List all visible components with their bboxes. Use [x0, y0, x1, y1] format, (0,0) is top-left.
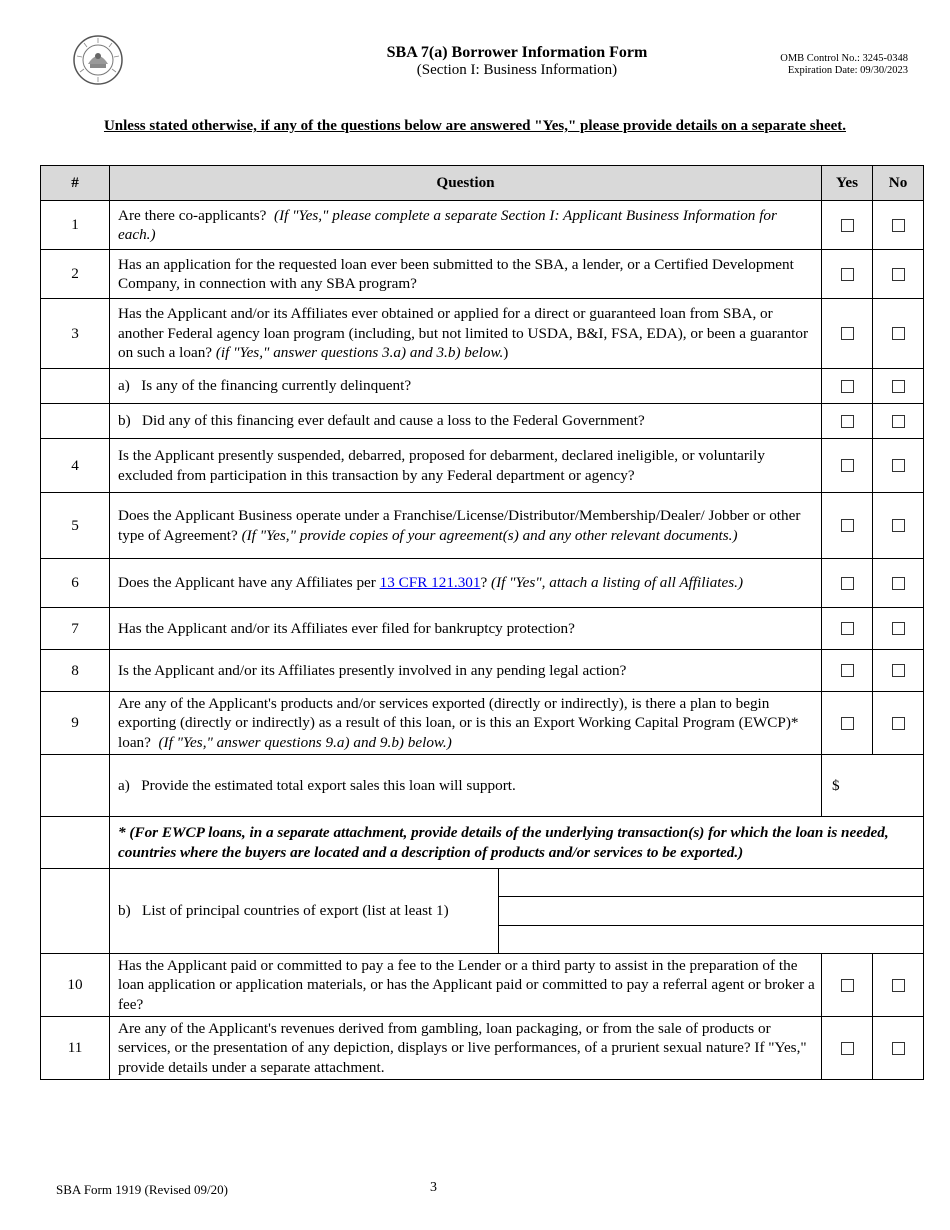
question-number: 6: [41, 559, 110, 608]
question-row-3b: [41, 404, 924, 439]
question-text: b) Did any of this financing ever default and cause a loss to the Federal Government?: [110, 404, 822, 439]
no-checkbox[interactable]: [873, 250, 924, 299]
question-row-9b: [41, 869, 924, 954]
yes-checkbox[interactable]: [822, 439, 873, 493]
question-row-9a: [41, 755, 924, 817]
questions-table: [40, 165, 924, 1080]
question-row-10: [41, 954, 924, 1017]
question-number: 9: [41, 692, 110, 755]
question-row-5: [41, 493, 924, 559]
question-number: 10: [41, 954, 110, 1017]
question-text: Has an application for the requested loan ever been submitted to the SBA, a lender, or a Certified Development Company, in connection with any SBA program?: [110, 250, 822, 299]
question-number: 3: [41, 299, 110, 369]
question-text: Has the Applicant paid or committed to pay a fee to the Lender or a third party to assist in the preparation of the loan application or application materials, or has the Applicant paid or committed to pay a referral agent or broker a fee?: [110, 954, 822, 1017]
question-text: Does the Applicant have any Affiliates per 13 CFR 121.301? (If "Yes", attach a listing of all Affiliates.): [110, 559, 822, 608]
question-row-9: [41, 692, 924, 755]
no-checkbox[interactable]: [873, 201, 924, 250]
question-text: Is the Applicant presently suspended, debarred, proposed for debarment, declared ineligible, or voluntarily excluded from participation in this transaction by any Federal department or agency?: [110, 439, 822, 493]
question-text: a) Is any of the financing currently delinquent?: [110, 369, 822, 404]
question-text: Are there co-applicants? (If "Yes," please complete a separate Section I: Applicant Business Information for each.): [110, 201, 822, 250]
yes-checkbox[interactable]: [822, 201, 873, 250]
question-number: 1: [41, 201, 110, 250]
question-row-3a: [41, 369, 924, 404]
export-sales-input[interactable]: [822, 755, 924, 817]
no-checkbox[interactable]: [873, 369, 924, 404]
yes-checkbox[interactable]: [822, 299, 873, 369]
question-row-4: [41, 439, 924, 493]
question-text: Are any of the Applicant's revenues derived from gambling, loan packaging, or from the sale of products or services, or the presentation of any depiction, displays or live performances, of a prurient sexual nature? If "Yes," provide details under a separate attachment.: [110, 1017, 822, 1080]
question-number: 8: [41, 650, 110, 692]
no-checkbox[interactable]: [873, 404, 924, 439]
country-input-3[interactable]: [499, 926, 923, 953]
question-text: Are any of the Applicant's products and/or services exported (directly or indirectly), is there a plan to begin exporting (directly or indirectly) as a result of this loan, or is this an Export Working Capital Program (EWCP)* loan? (If "Yes," answer questions 9.a) and 9.b) below.): [110, 692, 822, 755]
question-text: Does the Applicant Business operate under a Franchise/License/Distributor/Membership/Dealer/ Jobber or other type of Agreement? (If "Yes," provide copies of your agreement(s) and any other relevant documents.): [110, 493, 822, 559]
omb-block: [780, 53, 908, 77]
expiration-date: Expiration Date: 09/30/2023: [787, 65, 908, 76]
no-checkbox[interactable]: [873, 650, 924, 692]
no-checkbox[interactable]: [873, 299, 924, 369]
yes-checkbox[interactable]: [822, 404, 873, 439]
no-checkbox[interactable]: [873, 559, 924, 608]
yes-checkbox[interactable]: [822, 650, 873, 692]
ewcp-note-row: [41, 817, 924, 869]
yes-checkbox[interactable]: [822, 559, 873, 608]
page-number: 3: [430, 1180, 437, 1195]
question-row-6: [41, 559, 924, 608]
question-row-2: [41, 250, 924, 299]
question-number: 7: [41, 608, 110, 650]
table-header-row: [41, 166, 924, 201]
yes-checkbox[interactable]: [822, 493, 873, 559]
question-number: 2: [41, 250, 110, 299]
no-checkbox[interactable]: [873, 439, 924, 493]
question-number: 5: [41, 493, 110, 559]
yes-checkbox[interactable]: [822, 369, 873, 404]
no-checkbox[interactable]: [873, 493, 924, 559]
question-row-8: [41, 650, 924, 692]
yes-checkbox[interactable]: [822, 954, 873, 1017]
country-input-2[interactable]: [499, 897, 923, 925]
no-checkbox[interactable]: [873, 692, 924, 755]
no-checkbox[interactable]: [873, 1017, 924, 1080]
question-number: 11: [41, 1017, 110, 1080]
question-number: 4: [41, 439, 110, 493]
omb-control-number: OMB Control No.: 3245-0348: [780, 53, 908, 64]
question-text: Is the Applicant and/or its Affiliates presently involved in any pending legal action?: [110, 650, 822, 692]
question-text: a) Provide the estimated total export sales this loan will support.: [110, 755, 822, 817]
question-text: Has the Applicant and/or its Affiliates ever obtained or applied for a direct or guaranteed loan from SBA, or another Federal agency loan program (including, but not limited to USDA, B&I, FSA, EDA), or been a guarantor on such a loan? (if "Yes," answer questions 3.a) and 3.b) below.): [110, 299, 822, 369]
instructions-notice: Unless stated otherwise, if any of the questions below are answered "Yes," please provide details on a separate sheet.: [103, 118, 847, 134]
form-identifier: SBA Form 1919 (Revised 09/20): [56, 1182, 228, 1197]
form-title: SBA 7(a) Borrower Information Form: [386, 44, 648, 61]
yes-checkbox[interactable]: [822, 608, 873, 650]
question-text: Has the Applicant and/or its Affiliates ever filed for bankruptcy protection?: [110, 608, 822, 650]
yes-checkbox[interactable]: [822, 250, 873, 299]
question-row-3: [41, 299, 924, 369]
no-checkbox[interactable]: [873, 608, 924, 650]
col-header-question: Question: [110, 166, 822, 201]
col-header-yes: Yes: [822, 166, 873, 201]
country-input-1[interactable]: [499, 869, 923, 897]
ewcp-note: * (For EWCP loans, in a separate attachment, provide details of the underlying transaction(s) for which the loan is needed, countries where the buyers are located and a description of products and/or services to be exported.): [110, 817, 924, 869]
question-text: b) List of principal countries of export (list at least 1): [110, 869, 499, 954]
countries-list: [499, 869, 924, 954]
cfr-link[interactable]: 13 CFR 121.301: [379, 574, 481, 592]
col-header-no: No: [873, 166, 924, 201]
question-row-11: [41, 1017, 924, 1080]
yes-checkbox[interactable]: [822, 692, 873, 755]
col-header-number: #: [41, 166, 110, 201]
question-row-7: [41, 608, 924, 650]
currency-symbol: $: [832, 776, 840, 794]
question-row-1: [41, 201, 924, 250]
yes-checkbox[interactable]: [822, 1017, 873, 1080]
form-subtitle: (Section I: Business Information): [416, 62, 618, 78]
no-checkbox[interactable]: [873, 954, 924, 1017]
